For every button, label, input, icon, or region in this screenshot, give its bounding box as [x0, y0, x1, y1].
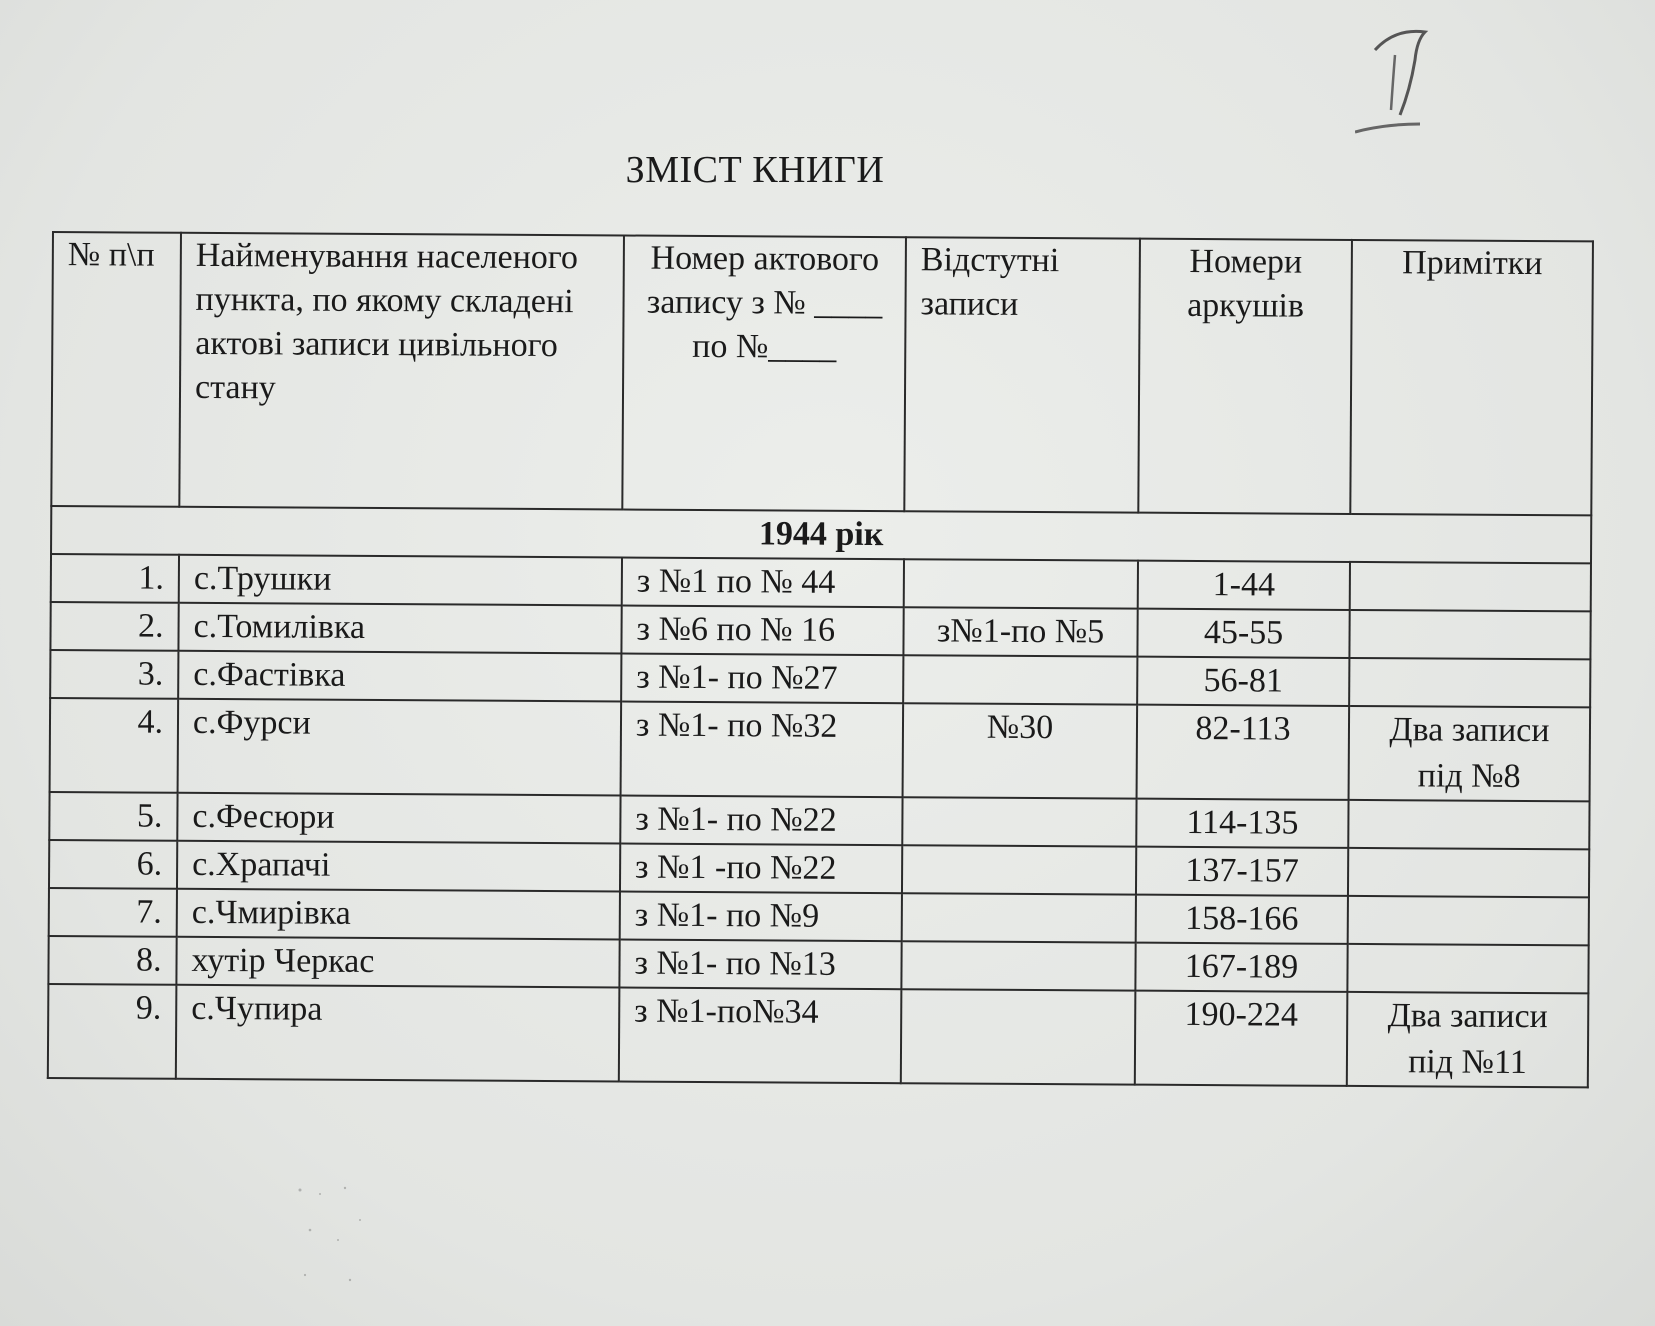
row-number: 1.: [51, 554, 179, 603]
record-range: з №1 по № 44: [622, 557, 904, 607]
table-row: [50, 698, 1591, 801]
column-header-number: № п\п: [51, 232, 181, 507]
notes: [1347, 944, 1588, 993]
notes: Два записи під №8: [1349, 706, 1591, 801]
missing-records: [902, 845, 1136, 894]
place-name: с.Храпачі: [177, 841, 620, 892]
notes: [1349, 610, 1590, 659]
row-number: 8.: [48, 936, 176, 985]
table-row: [48, 984, 1589, 1087]
record-range: з №1- по №32: [621, 701, 904, 797]
missing-records: №30: [903, 703, 1138, 798]
row-number: 9.: [48, 984, 177, 1079]
handwritten-page-number: [1355, 20, 1455, 140]
sheet-numbers: 56-81: [1137, 657, 1349, 706]
page-title: ЗМІСТ КНИГИ: [625, 149, 885, 191]
column-header-place: Найменування населеного пункта, по якому складені актові записи цивільного стану: [179, 233, 624, 510]
missing-records: [903, 655, 1137, 704]
missing-records: [902, 797, 1136, 846]
column-header-act-record: Номер актового запису з № ____ по №____: [622, 235, 906, 511]
sheet-numbers: 45-55: [1137, 609, 1349, 658]
record-range: з №1 -по №22: [620, 843, 902, 893]
record-range: з №6 по № 16: [621, 605, 903, 655]
row-number: 3.: [50, 650, 178, 699]
record-range: з №1-по№34: [619, 987, 902, 1083]
place-name: с.Чупира: [176, 985, 620, 1082]
row-number: 5.: [49, 792, 177, 841]
record-range: з №1- по №13: [619, 939, 901, 989]
missing-records: [901, 941, 1135, 990]
table-header-row: [51, 232, 1593, 515]
notes: [1348, 848, 1589, 897]
row-number: 6.: [49, 840, 177, 889]
notes: Два записи під №11: [1347, 992, 1589, 1087]
missing-records: [904, 559, 1138, 608]
notes: [1348, 800, 1589, 849]
record-range: з №1- по №27: [621, 653, 903, 703]
missing-records: [901, 989, 1136, 1084]
row-number: 4.: [50, 698, 179, 793]
contents-table: [47, 231, 1594, 1088]
sheet-numbers: 158-166: [1136, 895, 1348, 944]
column-header-missing-records: Відстутні записи: [904, 237, 1140, 512]
sheet-numbers: 1-44: [1138, 561, 1350, 610]
sheet-numbers: 190-224: [1135, 991, 1348, 1086]
place-name: с.Трушки: [179, 555, 622, 606]
scan-specks: [290, 1180, 410, 1300]
place-name: с.Томилівка: [178, 603, 621, 654]
column-header-sheet-numbers: Номери аркушів: [1138, 239, 1352, 514]
place-name: с.Фурси: [178, 699, 622, 796]
record-range: з №1- по №9: [620, 891, 902, 941]
sheet-numbers: 82-113: [1137, 705, 1350, 800]
row-number: 7.: [49, 888, 177, 937]
row-number: 2.: [50, 602, 178, 651]
year-heading: 1944 рік: [51, 506, 1591, 563]
sheet-numbers: 167-189: [1135, 943, 1347, 992]
place-name: хутір Черкас: [176, 937, 619, 988]
record-range: з №1- по №22: [620, 795, 902, 845]
notes: [1348, 896, 1589, 945]
place-name: с.Чмирівка: [177, 889, 620, 940]
sheet-numbers: 137-157: [1136, 847, 1348, 896]
missing-records: [902, 893, 1136, 942]
notes: [1349, 658, 1590, 707]
missing-records: з№1-по №5: [903, 607, 1137, 656]
notes: [1350, 562, 1591, 611]
sheet-numbers: 114-135: [1136, 799, 1348, 848]
place-name: с.Фастівка: [178, 651, 621, 702]
place-name: с.Фесюри: [177, 793, 620, 844]
column-header-notes: Примітки: [1350, 240, 1593, 515]
